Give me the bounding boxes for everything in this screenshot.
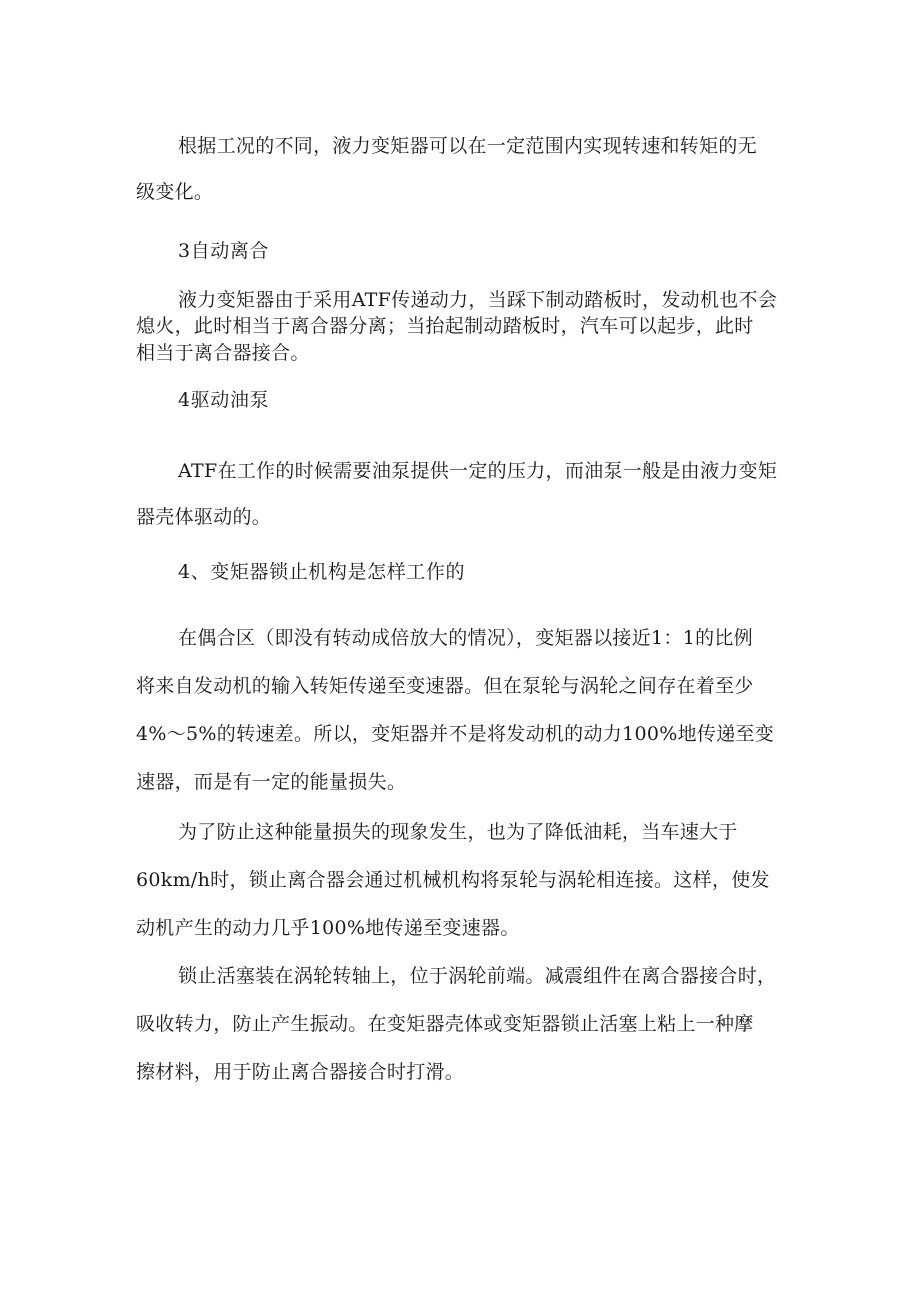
paragraph-5-line-1: 为了防止这种能量损失的现象发生，也为了降低油耗，当车速大于 — [178, 821, 738, 843]
paragraph-6-line-1: 锁止活塞装在涡轮转轴上，位于涡轮前端。减震组件在离合器接合时， — [178, 965, 777, 987]
heading-oil-pump: 4驱动油泵 — [178, 389, 270, 411]
paragraph-3-line-1: ATF在工作的时候需要油泵提供一定的压力，而油泵一般是由液力变矩 — [178, 460, 778, 482]
paragraph-6-line-3: 擦材料，用于防止离合器接合时打滑。 — [136, 1061, 465, 1083]
heading-lockup-mechanism: 4、变矩器锁止机构是怎样工作的 — [178, 561, 466, 583]
paragraph-2-line-2: 熄火，此时相当于离合器分离；当抬起制动踏板时，汽车可以起步，此时 — [136, 315, 754, 337]
paragraph-5-line-3: 动机产生的动力几乎100%地传递至变速器。 — [136, 917, 520, 939]
paragraph-4-line-2: 将来自发动机的输入转矩传递至变速器。但在泵轮与涡轮之间存在着至少 — [136, 675, 754, 697]
paragraph-5-line-2: 60km∕h时，锁止离合器会通过机械机构将泵轮与涡轮相连接。这样，使发 — [136, 869, 770, 891]
paragraph-2-line-3: 相当于离合器接合。 — [136, 342, 310, 364]
paragraph-1-line-2: 级变化。 — [136, 181, 214, 203]
paragraph-4-line-3: 4%～5%的转速差。所以，变矩器并不是将发动机的动力100%地传递至变 — [136, 723, 775, 745]
paragraph-4-line-1: 在偶合区（即没有转动成倍放大的情况），变矩器以接近1：1的比例 — [178, 627, 753, 649]
paragraph-1-line-1: 根据工况的不同，液力变矩器可以在一定范围内实现转速和转矩的无 — [178, 135, 758, 157]
heading-auto-clutch: 3自动离合 — [178, 240, 270, 262]
paragraph-2-line-1: 液力变矩器由于采用ATF传递动力，当踩下制动踏板时，发动机也不会 — [178, 289, 778, 311]
paragraph-6-line-2: 吸收转力，防止产生振动。在变矩器壳体或变矩器锁止活塞上粘上一种摩 — [136, 1013, 754, 1035]
paragraph-4-line-4: 速器，而是有一定的能量损失。 — [136, 771, 407, 793]
paragraph-3-line-2: 器壳体驱动的。 — [136, 506, 272, 528]
